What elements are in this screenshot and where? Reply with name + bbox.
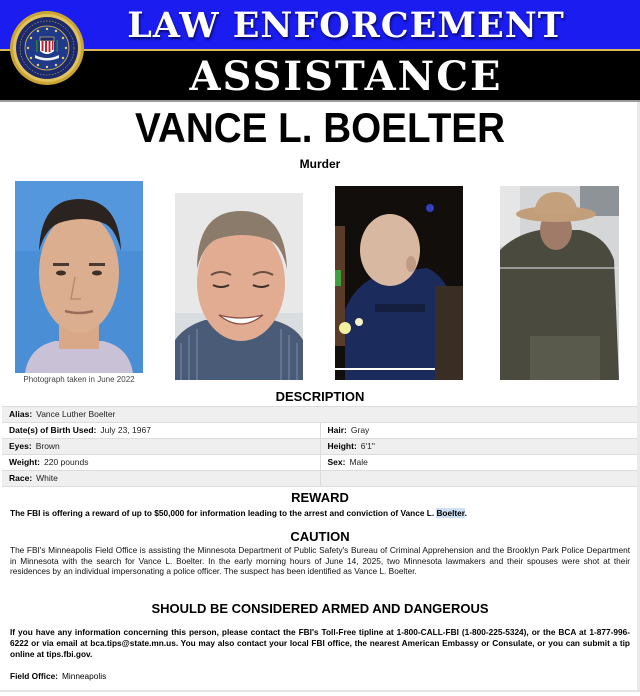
field-office [10, 671, 106, 682]
banner-title-line2: ASSISTANCE [189, 53, 503, 100]
race-label: Race: [9, 473, 33, 483]
alias-label: Alias: [9, 409, 33, 419]
table-row [2, 423, 638, 439]
table-row [2, 471, 638, 487]
photo-cowboy-hat [500, 186, 619, 380]
crime-label: Murder [299, 157, 341, 171]
contact-info-text: If you have any information concerning this person, please contact the FBI's Toll-Free tipline at 1-800-CALL-FBI (1-800-225-5324), or the BCA at 1-877-996-6222 or via email at bca.tips@state.mn.us. You may also contact your local FBI office, the nearest American Embassy or Consulate, or you can submit a tip online at tips.fbi.gov. [10, 627, 630, 659]
description-table [2, 406, 638, 487]
reward-heading: REWARD [291, 490, 349, 505]
photo-license [15, 181, 143, 373]
banner-bottom-rule [0, 100, 640, 102]
table-row [2, 439, 638, 455]
sex-value: Male [349, 457, 368, 467]
caution-text: The FBI's Minneapolis Field Office is assisting the Minnesota Department of Public Safety's Bureau of Criminal Apprehension and the Brooklyn Park Police Department in Minnesota with the search for Vance L. Boelter. In the early morning hours of June 14, 2025, two Minnesota lawmakers and their spouses were shot at their residences by an individual impersonating a police officer. The suspect has been identified as Vance L. Boelter. [10, 545, 630, 576]
photo-license-caption: Photograph taken in June 2022 [23, 375, 135, 384]
description-heading: DESCRIPTION [275, 389, 365, 404]
reward-text-body: The FBI is offering a reward of up to $50,000 for information leading to the arrest and conviction of Vance L. [10, 508, 437, 518]
reward-text-end: . [464, 508, 467, 518]
eyes-label: Eyes: [9, 441, 32, 451]
table-row [2, 455, 638, 471]
table-row-alias [2, 407, 638, 423]
reward-text [10, 507, 635, 519]
weight-label: Weight: [9, 457, 41, 467]
photo-smiling [175, 193, 303, 380]
alias-value: Vance Luther Boelter [36, 409, 116, 419]
dob-value: July 23, 1967 [100, 425, 151, 435]
fbi-seal-icon [9, 10, 85, 86]
hair-value: Gray [350, 425, 370, 435]
header-banner [0, 0, 640, 101]
subject-name: VANCE L. BOELTER [135, 104, 505, 151]
page-frame-bottom [0, 690, 640, 692]
empty-cell [320, 471, 638, 487]
height-value: 6'1" [360, 441, 375, 451]
dob-label: Date(s) of Birth Used: [9, 425, 97, 435]
field-office-label: Field Office: [10, 671, 58, 681]
caution-heading: CAUTION [290, 529, 350, 544]
weight-value: 220 pounds [44, 457, 89, 467]
sex-label: Sex: [327, 457, 346, 467]
height-label: Height: [327, 441, 357, 451]
selected-text-highlight[interactable]: Boelter [436, 508, 465, 518]
field-office-value: Minneapolis [61, 671, 107, 681]
hair-label: Hair: [327, 425, 347, 435]
eyes-value: Brown [35, 441, 60, 451]
race-value: White [36, 473, 58, 483]
banner-title-line1: LAW ENFORCEMENT [127, 5, 565, 46]
armed-dangerous-warning: SHOULD BE CONSIDERED ARMED AND DANGEROUS [151, 601, 489, 616]
photo-masked-police-uniform [335, 186, 463, 380]
